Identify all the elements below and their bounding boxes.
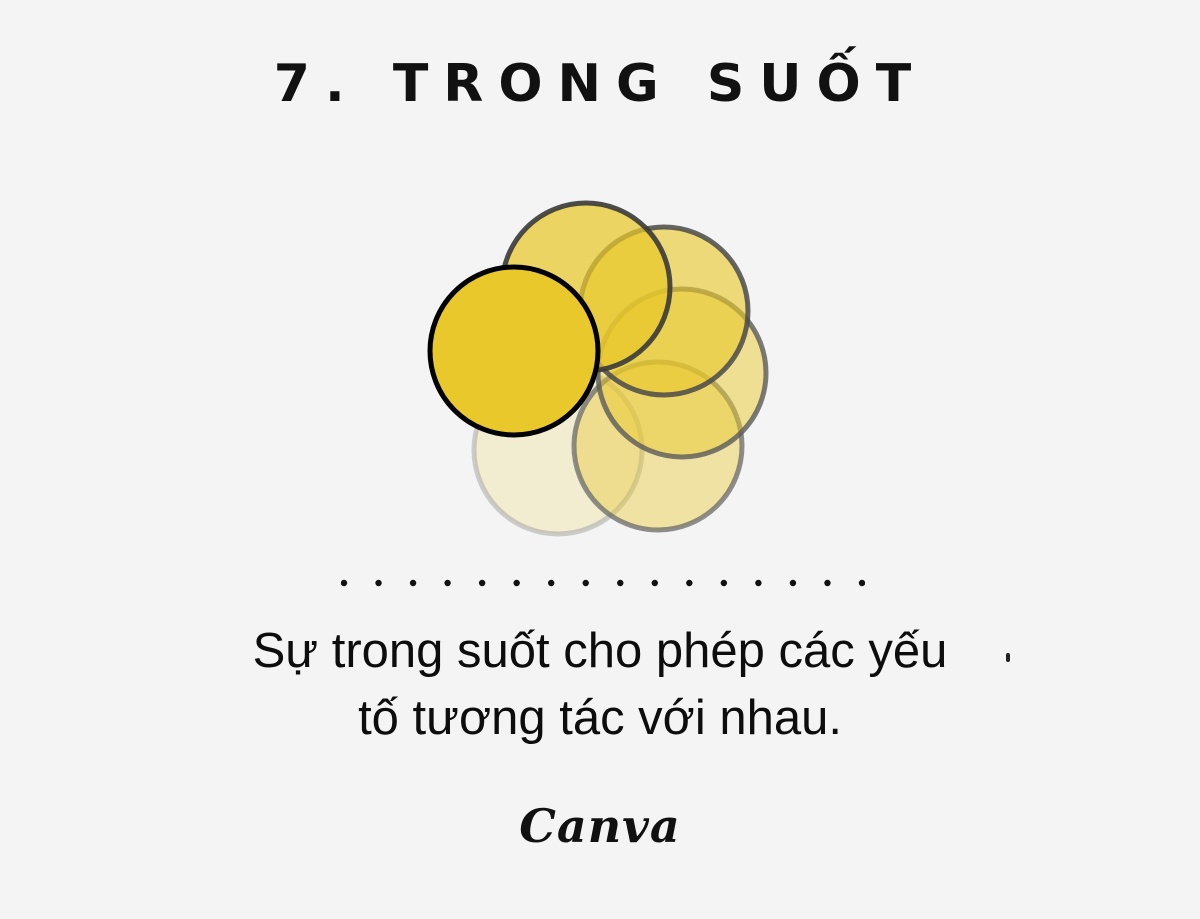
divider-dot — [444, 580, 450, 586]
divider-dot — [686, 580, 692, 586]
divider-dot — [652, 580, 658, 586]
divider-dot — [721, 580, 727, 586]
stray-mark — [1006, 653, 1010, 662]
divider-dot — [755, 580, 761, 586]
divider-dot — [375, 580, 381, 586]
divider-dot — [824, 580, 830, 586]
divider-dot — [617, 580, 623, 586]
divider-dot — [410, 580, 416, 586]
caption-text — [0, 618, 1200, 752]
divider-dot — [859, 580, 865, 586]
circle-6 — [430, 267, 598, 435]
caption-line-1: Sự trong suốt cho phép các yếu — [252, 624, 948, 678]
divider-dot — [548, 580, 554, 586]
divider-dot — [790, 580, 796, 586]
caption-line-2: tố tương tác với nhau. — [358, 691, 842, 745]
canva-logo: Canva — [519, 799, 681, 853]
divider-dot — [583, 580, 589, 586]
dotted-divider — [341, 576, 865, 590]
divider-dot — [479, 580, 485, 586]
divider-dot — [513, 580, 519, 586]
divider-dot — [341, 580, 347, 586]
page-title: 7. TRONG SUỐT — [273, 54, 927, 114]
